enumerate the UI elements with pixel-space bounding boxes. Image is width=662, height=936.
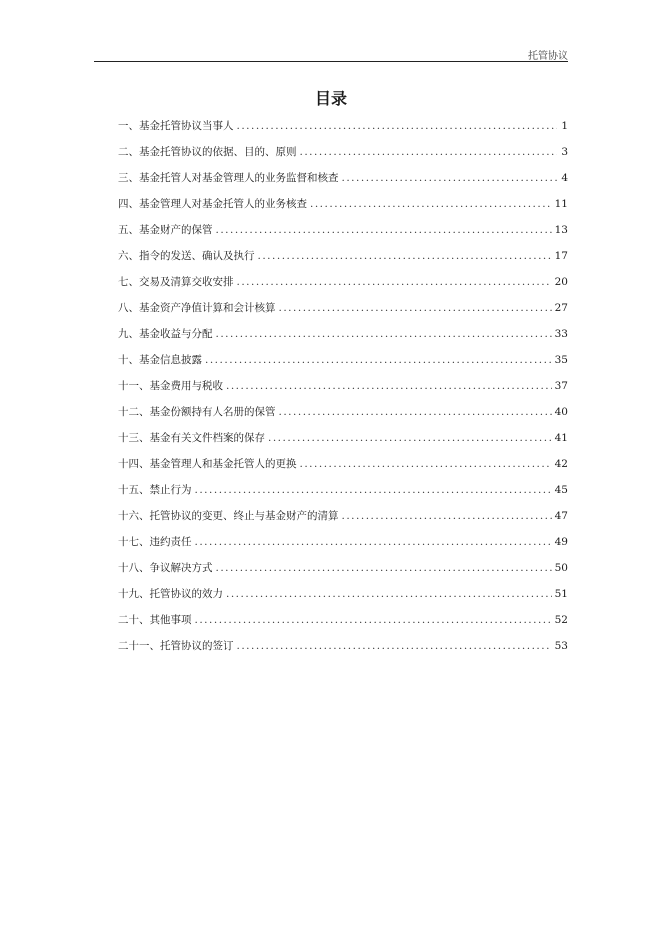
toc-item-label: 十、基金信息披露 — [118, 354, 202, 366]
toc-item-page: 1 — [561, 120, 568, 132]
toc-leader — [195, 612, 552, 628]
toc-item[interactable] — [118, 456, 568, 482]
toc-leader — [237, 118, 558, 134]
toc-item[interactable] — [118, 222, 568, 248]
toc-item-label: 二十、其他事项 — [118, 614, 192, 626]
toc-item-page: 53 — [554, 640, 568, 652]
toc-item[interactable] — [118, 508, 568, 534]
toc-item-page: 13 — [554, 224, 568, 236]
toc-item-page: 49 — [554, 536, 568, 548]
toc-item[interactable] — [118, 638, 568, 664]
toc-item-label: 十四、基金管理人和基金托管人的更换 — [118, 458, 297, 470]
toc-item-label: 四、基金管理人对基金托管人的业务核查 — [118, 198, 307, 210]
toc-item-page: 17 — [554, 250, 568, 262]
toc-leader — [226, 586, 552, 602]
toc-item-label: 五、基金财产的保管 — [118, 224, 213, 236]
toc-item-page: 27 — [554, 302, 568, 314]
toc-leader — [268, 430, 552, 446]
toc-item[interactable] — [118, 326, 568, 352]
toc-leader — [300, 144, 558, 160]
toc-item-page: 3 — [561, 146, 568, 158]
toc-leader — [342, 508, 552, 524]
toc-item[interactable] — [118, 482, 568, 508]
toc-title: 目录 — [314, 89, 347, 108]
toc-leader — [237, 274, 552, 290]
toc-item[interactable] — [118, 248, 568, 274]
toc-leader — [258, 248, 552, 264]
table-of-contents — [118, 118, 568, 664]
toc-item-page: 52 — [554, 614, 568, 626]
running-header: 托管协议 — [528, 51, 568, 62]
toc-item-label: 九、基金收益与分配 — [118, 328, 213, 340]
toc-item-label: 十九、托管协议的效力 — [118, 588, 223, 600]
toc-item-label: 十六、托管协议的变更、终止与基金财产的清算 — [118, 510, 339, 522]
toc-item[interactable] — [118, 430, 568, 456]
toc-leader — [237, 638, 552, 654]
toc-item-label: 六、指令的发送、确认及执行 — [118, 250, 255, 262]
toc-item-label: 二、基金托管协议的依据、目的、原则 — [118, 146, 297, 158]
toc-item-label: 二十一、托管协议的签订 — [118, 640, 234, 652]
toc-item-page: 45 — [554, 484, 568, 496]
toc-item-page: 50 — [554, 562, 568, 574]
toc-leader — [300, 456, 552, 472]
toc-leader — [216, 326, 552, 342]
toc-item[interactable] — [118, 612, 568, 638]
toc-item-page: 41 — [554, 432, 568, 444]
toc-item-label: 七、交易及清算交收安排 — [118, 276, 234, 288]
toc-item[interactable] — [118, 118, 568, 144]
toc-leader — [279, 300, 552, 316]
toc-item-label: 一、基金托管协议当事人 — [118, 120, 234, 132]
toc-item-label: 十五、禁止行为 — [118, 484, 192, 496]
toc-item[interactable] — [118, 170, 568, 196]
toc-item[interactable] — [118, 560, 568, 586]
toc-item-label: 十三、基金有关文件档案的保存 — [118, 432, 265, 444]
toc-leader — [310, 196, 552, 212]
toc-item-page: 42 — [554, 458, 568, 470]
toc-item-label: 三、基金托管人对基金管理人的业务监督和核查 — [118, 172, 339, 184]
toc-leader — [279, 404, 552, 420]
toc-leader — [195, 482, 552, 498]
toc-item[interactable] — [118, 300, 568, 326]
toc-item-label: 十二、基金份额持有人名册的保管 — [118, 406, 276, 418]
toc-item-page: 51 — [554, 588, 568, 600]
toc-item-page: 20 — [554, 276, 568, 288]
toc-leader — [205, 352, 552, 368]
toc-leader — [226, 378, 552, 394]
toc-leader — [195, 534, 552, 550]
toc-item[interactable] — [118, 144, 568, 170]
toc-item[interactable] — [118, 274, 568, 300]
toc-item-page: 4 — [561, 172, 568, 184]
toc-item-label: 十八、争议解决方式 — [118, 562, 213, 574]
toc-item[interactable] — [118, 352, 568, 378]
toc-item-page: 35 — [554, 354, 568, 366]
toc-item[interactable] — [118, 378, 568, 404]
header-rule — [94, 61, 568, 62]
toc-item-label: 八、基金资产净值计算和会计核算 — [118, 302, 276, 314]
toc-item[interactable] — [118, 404, 568, 430]
toc-item[interactable] — [118, 534, 568, 560]
toc-item[interactable] — [118, 586, 568, 612]
toc-item-label: 十一、基金费用与税收 — [118, 380, 223, 392]
toc-leader — [342, 170, 558, 186]
toc-item-page: 37 — [554, 380, 568, 392]
toc-item-page: 40 — [554, 406, 568, 418]
toc-leader — [216, 222, 552, 238]
toc-item[interactable] — [118, 196, 568, 222]
toc-item-page: 33 — [554, 328, 568, 340]
toc-item-label: 十七、违约责任 — [118, 536, 192, 548]
toc-item-page: 47 — [554, 510, 568, 522]
toc-leader — [216, 560, 552, 576]
toc-item-page: 11 — [554, 198, 568, 210]
